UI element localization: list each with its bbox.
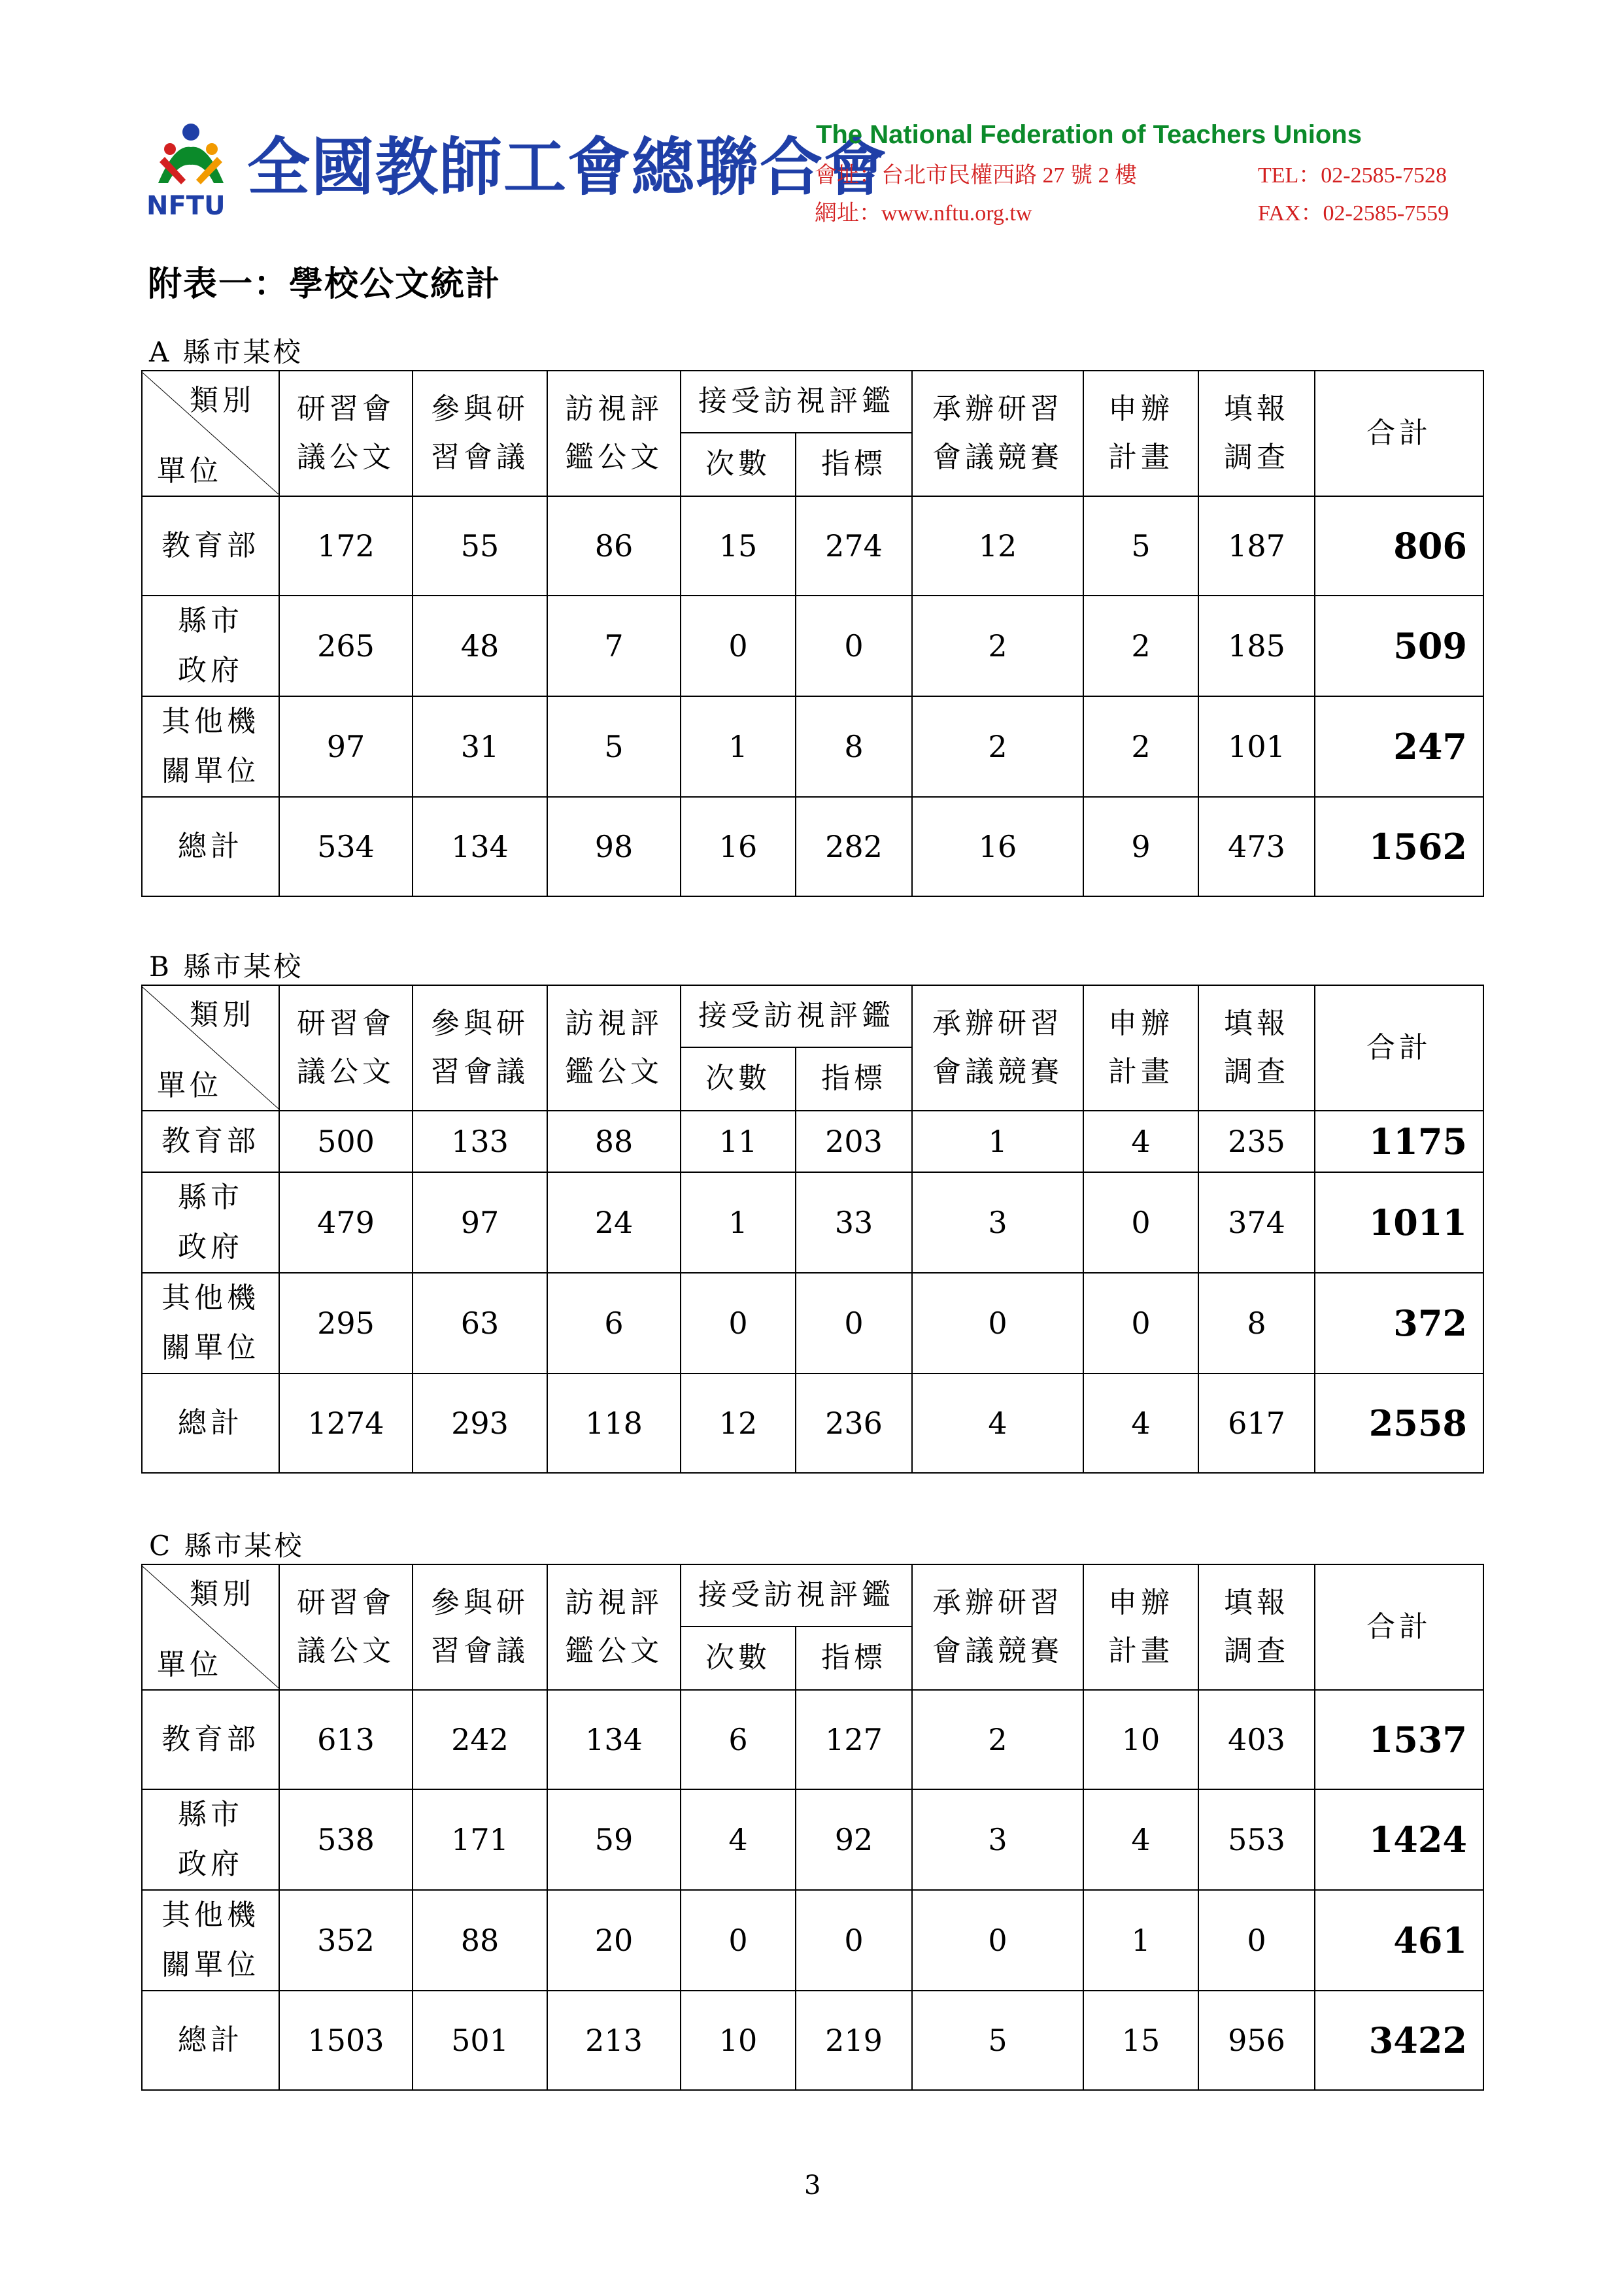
row-total: 1175 — [1315, 1111, 1483, 1172]
fax: FAX：02-2585-7559 — [1258, 201, 1449, 226]
row-total: 372 — [1315, 1273, 1483, 1374]
table-cell: 0 — [796, 596, 912, 696]
table-row — [142, 596, 1483, 696]
stats-table-c — [141, 1564, 1484, 2091]
table-cell: 127 — [796, 1690, 912, 1789]
table-cell: 134 — [547, 1690, 681, 1789]
table-caption-c: C 縣市某校 — [149, 1530, 305, 1562]
row-total: 2558 — [1315, 1374, 1483, 1473]
logo-abbr: NFTU — [146, 191, 226, 221]
col-header-projects: 申辦 計畫 — [1083, 1564, 1198, 1690]
table-cell: 4 — [681, 1789, 796, 1890]
table-row — [142, 696, 1483, 797]
col-header-evaluation-group: 接受訪視評鑑 — [681, 985, 912, 1047]
table-row — [142, 1690, 1483, 1789]
table-cell: 0 — [912, 1890, 1083, 1991]
table-cell: 2 — [912, 696, 1083, 797]
table-cell: 1274 — [279, 1374, 413, 1473]
table-row — [142, 1890, 1483, 1991]
table-cell: 15 — [681, 496, 796, 596]
col-header-projects: 申辦 計畫 — [1083, 371, 1198, 496]
row-total: 806 — [1315, 496, 1483, 596]
table-cell: 55 — [413, 496, 547, 596]
table-cell: 374 — [1198, 1172, 1315, 1273]
table-cell: 133 — [413, 1111, 547, 1172]
header-category: 類別 — [190, 1577, 255, 1611]
table-cell: 4 — [1083, 1789, 1198, 1890]
table-cell: 213 — [547, 1991, 681, 2090]
table-cell: 0 — [912, 1273, 1083, 1374]
col-header-training-docs: 研習會 議公文 — [279, 371, 413, 496]
table-cell: 118 — [547, 1374, 681, 1473]
table-cell: 88 — [547, 1111, 681, 1172]
table-row — [142, 1374, 1483, 1473]
col-header-host-events: 承辦研習 會議競賽 — [912, 1564, 1083, 1690]
col-header-evaluation-group: 接受訪視評鑑 — [681, 371, 912, 433]
table-cell: 274 — [796, 496, 912, 596]
col-header-indicator: 指標 — [796, 1627, 912, 1690]
row-total: 3422 — [1315, 1991, 1483, 2090]
col-header-host-events: 承辦研習 會議競賽 — [912, 985, 1083, 1111]
row-total: 461 — [1315, 1890, 1483, 1991]
table-cell: 219 — [796, 1991, 912, 2090]
table-cell: 24 — [547, 1172, 681, 1273]
org-name-cn: 全國教師工會總聯合會 — [247, 130, 888, 204]
table-cell: 956 — [1198, 1991, 1315, 2090]
table-cell: 12 — [912, 496, 1083, 596]
col-header-indicator: 指標 — [796, 1047, 912, 1111]
col-header-evaluation-docs: 訪視評 鑑公文 — [547, 371, 681, 496]
col-header-count: 次數 — [681, 1047, 796, 1111]
table-row — [142, 1273, 1483, 1374]
table-cell: 473 — [1198, 797, 1315, 896]
row-unit-label: 總計 — [142, 1374, 279, 1473]
col-header-total: 合計 — [1315, 985, 1483, 1111]
table-cell: 3 — [912, 1789, 1083, 1890]
row-total: 1011 — [1315, 1172, 1483, 1273]
table-cell: 97 — [279, 696, 413, 797]
col-header-attend-training: 參與研 習會議 — [413, 1564, 547, 1690]
table-row — [142, 496, 1483, 596]
col-header-attend-training: 參與研 習會議 — [413, 985, 547, 1111]
page-title: 附表一：學校公文統計 — [148, 264, 501, 304]
table-cell: 203 — [796, 1111, 912, 1172]
table-cell: 88 — [413, 1890, 547, 1991]
col-header-surveys: 填報 調查 — [1198, 1564, 1315, 1690]
table-cell: 10 — [681, 1991, 796, 2090]
letterhead — [0, 0, 1624, 226]
table-cell: 235 — [1198, 1111, 1315, 1172]
header-corner-cell — [142, 1564, 279, 1690]
table-cell: 12 — [681, 1374, 796, 1473]
header-category: 類別 — [190, 998, 255, 1032]
row-total: 509 — [1315, 596, 1483, 696]
col-header-surveys: 填報 調查 — [1198, 985, 1315, 1111]
col-header-evaluation-docs: 訪視評 鑑公文 — [547, 985, 681, 1111]
row-unit-label: 縣市 政府 — [142, 1172, 279, 1273]
table-cell: 15 — [1083, 1991, 1198, 2090]
table-cell: 31 — [413, 696, 547, 797]
table-cell: 185 — [1198, 596, 1315, 696]
col-header-host-events: 承辦研習 會議競賽 — [912, 371, 1083, 496]
table-cell: 479 — [279, 1172, 413, 1273]
row-unit-label: 總計 — [142, 1991, 279, 2090]
table-cell: 171 — [413, 1789, 547, 1890]
table-cell: 501 — [413, 1991, 547, 2090]
table-cell: 352 — [279, 1890, 413, 1991]
table-cell: 8 — [796, 696, 912, 797]
table-cell: 63 — [413, 1273, 547, 1374]
table-row — [142, 797, 1483, 896]
table-cell: 3 — [912, 1172, 1083, 1273]
table-cell: 293 — [413, 1374, 547, 1473]
col-header-total: 合計 — [1315, 1564, 1483, 1690]
row-total: 247 — [1315, 696, 1483, 797]
table-cell: 4 — [1083, 1374, 1198, 1473]
table-cell: 538 — [279, 1789, 413, 1890]
header-unit: 單位 — [157, 1069, 222, 1102]
col-header-total: 合計 — [1315, 371, 1483, 496]
row-unit-label: 縣市 政府 — [142, 596, 279, 696]
table-caption-a: A 縣市某校 — [149, 336, 303, 368]
table-cell: 236 — [796, 1374, 912, 1473]
table-cell: 9 — [1083, 797, 1198, 896]
stats-table-b — [141, 985, 1484, 1474]
table-cell: 617 — [1198, 1374, 1315, 1473]
table-cell: 265 — [279, 596, 413, 696]
table-cell: 2 — [1083, 596, 1198, 696]
table-cell: 6 — [547, 1273, 681, 1374]
header-unit: 單位 — [157, 454, 222, 488]
table-cell: 33 — [796, 1172, 912, 1273]
page-number: 3 — [804, 2170, 821, 2201]
table-cell: 553 — [1198, 1789, 1315, 1890]
table-cell: 134 — [413, 797, 547, 896]
table-cell: 0 — [1198, 1890, 1315, 1991]
table-cell: 98 — [547, 797, 681, 896]
col-header-attend-training: 參與研 習會議 — [413, 371, 547, 496]
header-unit: 單位 — [157, 1648, 222, 1681]
table-cell: 7 — [547, 596, 681, 696]
table-cell: 1 — [1083, 1890, 1198, 1991]
table-cell: 1 — [681, 1172, 796, 1273]
table-cell: 0 — [681, 1890, 796, 1991]
table-cell: 242 — [413, 1690, 547, 1789]
tel: TEL：02-2585-7528 — [1258, 163, 1447, 188]
table-row — [142, 1991, 1483, 2090]
row-unit-label: 縣市 政府 — [142, 1789, 279, 1890]
row-unit-label: 教育部 — [142, 1111, 279, 1172]
col-header-count: 次數 — [681, 1627, 796, 1690]
table-cell: 5 — [547, 696, 681, 797]
table-cell: 92 — [796, 1789, 912, 1890]
table-cell: 16 — [681, 797, 796, 896]
table-cell: 0 — [681, 1273, 796, 1374]
table-cell: 4 — [1083, 1111, 1198, 1172]
table-row — [142, 1789, 1483, 1890]
row-total: 1562 — [1315, 797, 1483, 896]
table-cell: 4 — [912, 1374, 1083, 1473]
row-total: 1424 — [1315, 1789, 1483, 1890]
table-row — [142, 1172, 1483, 1273]
table-cell: 295 — [279, 1273, 413, 1374]
row-total: 1537 — [1315, 1690, 1483, 1789]
table-cell: 5 — [1083, 496, 1198, 596]
stats-table-a — [141, 370, 1484, 897]
table-cell: 1503 — [279, 1991, 413, 2090]
table-cell: 0 — [681, 596, 796, 696]
table-cell: 16 — [912, 797, 1083, 896]
table-cell: 1 — [912, 1111, 1083, 1172]
table-cell: 1 — [681, 696, 796, 797]
row-unit-label: 教育部 — [142, 1690, 279, 1789]
table-cell: 10 — [1083, 1690, 1198, 1789]
table-cell: 0 — [1083, 1172, 1198, 1273]
row-unit-label: 其他機 關單位 — [142, 1890, 279, 1991]
table-row — [142, 1111, 1483, 1172]
table-cell: 86 — [547, 496, 681, 596]
table-cell: 59 — [547, 1789, 681, 1890]
table-cell: 282 — [796, 797, 912, 896]
table-cell: 2 — [912, 1690, 1083, 1789]
table-cell: 48 — [413, 596, 547, 696]
table-cell: 6 — [681, 1690, 796, 1789]
table-cell: 11 — [681, 1111, 796, 1172]
table-caption-b: B 縣市某校 — [149, 951, 304, 983]
row-unit-label: 總計 — [142, 797, 279, 896]
table-cell: 5 — [912, 1991, 1083, 2090]
row-unit-label: 其他機 關單位 — [142, 696, 279, 797]
table-cell: 187 — [1198, 496, 1315, 596]
table-cell: 20 — [547, 1890, 681, 1991]
table-cell: 8 — [1198, 1273, 1315, 1374]
table-cell: 172 — [279, 496, 413, 596]
table-cell: 500 — [279, 1111, 413, 1172]
table-cell: 0 — [796, 1273, 912, 1374]
col-header-evaluation-group: 接受訪視評鑑 — [681, 1564, 912, 1627]
col-header-projects: 申辦 計畫 — [1083, 985, 1198, 1111]
table-cell: 403 — [1198, 1690, 1315, 1789]
col-header-indicator: 指標 — [796, 433, 912, 496]
table-cell: 0 — [796, 1890, 912, 1991]
website[interactable]: 網址：www.nftu.org.tw — [815, 201, 1032, 226]
header-corner-cell — [142, 371, 279, 496]
header-corner-cell — [142, 985, 279, 1111]
col-header-training-docs: 研習會 議公文 — [279, 985, 413, 1111]
table-cell: 101 — [1198, 696, 1315, 797]
col-header-training-docs: 研習會 議公文 — [279, 1564, 413, 1690]
col-header-evaluation-docs: 訪視評 鑑公文 — [547, 1564, 681, 1690]
col-header-surveys: 填報 調查 — [1198, 371, 1315, 496]
address: 會址：台北市民權西路 27 號 2 樓 — [815, 163, 1137, 188]
row-unit-label: 教育部 — [142, 496, 279, 596]
table-cell: 2 — [1083, 696, 1198, 797]
table-cell: 2 — [912, 596, 1083, 696]
col-header-count: 次數 — [681, 433, 796, 496]
header-category: 類別 — [190, 384, 255, 417]
row-unit-label: 其他機 關單位 — [142, 1273, 279, 1374]
org-name-en: The National Federation of Teachers Unions — [816, 120, 1362, 149]
table-cell: 0 — [1083, 1273, 1198, 1374]
table-cell: 97 — [413, 1172, 547, 1273]
table-cell: 534 — [279, 797, 413, 896]
table-cell: 613 — [279, 1690, 413, 1789]
